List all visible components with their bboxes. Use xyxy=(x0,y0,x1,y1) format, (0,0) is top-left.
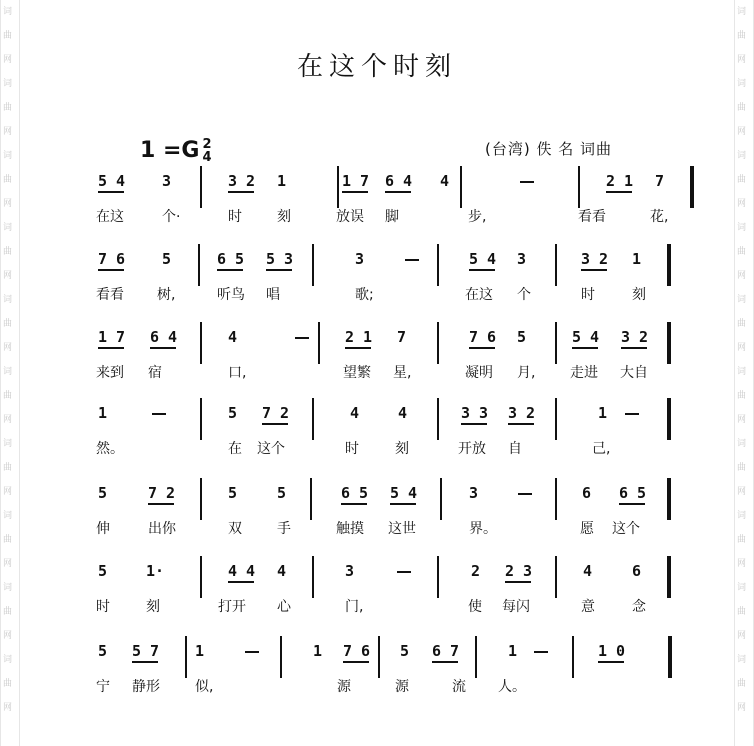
note-group: 3 xyxy=(162,172,172,190)
lyric-syllable: 伸 xyxy=(96,521,110,537)
watermark-glyph: 曲 xyxy=(737,679,747,689)
key-label: 1 =G xyxy=(140,138,200,163)
barline xyxy=(555,322,557,364)
watermark-glyph: 曲 xyxy=(3,463,13,473)
final-barline xyxy=(667,244,671,286)
watermark-glyph: 网 xyxy=(3,127,13,137)
lyric-syllable: 意 xyxy=(581,599,595,615)
watermark-glyph: 词 xyxy=(3,511,13,521)
lyric-syllable: 放误 xyxy=(336,209,364,225)
watermark-glyph: 词 xyxy=(3,295,13,305)
barline xyxy=(280,636,282,678)
beam-underline xyxy=(132,661,158,663)
score-row xyxy=(0,562,754,622)
lyric-syllable: 在这 xyxy=(96,209,124,225)
note-group: 7 xyxy=(397,328,407,346)
lyric-syllable: 心 xyxy=(277,599,291,615)
lyric-syllable: 似, xyxy=(195,679,214,695)
lyric-syllable: 宿 xyxy=(148,365,162,381)
lyric-syllable: 门, xyxy=(345,599,364,615)
sustain-dash xyxy=(625,413,639,415)
note-group: 4 xyxy=(440,172,450,190)
barline xyxy=(555,398,557,440)
note-group: 5 xyxy=(277,484,287,502)
note-group: 4 xyxy=(350,404,360,422)
watermark-glyph: 网 xyxy=(737,559,747,569)
note-group: 6 5 xyxy=(619,484,647,502)
note-group: 3 xyxy=(517,250,527,268)
note-group: 7 xyxy=(655,172,665,190)
note-group: 5 xyxy=(228,484,238,502)
watermark-glyph: 词 xyxy=(737,583,747,593)
lyric-syllable: 时 xyxy=(581,287,595,303)
watermark-glyph: 曲 xyxy=(737,535,747,545)
score-row xyxy=(0,642,754,702)
note-group: 6 7 xyxy=(432,642,460,660)
lyric-syllable: 歌; xyxy=(355,287,374,303)
lyric-syllable: 大自 xyxy=(620,365,648,381)
watermark-glyph: 词 xyxy=(3,583,13,593)
lyric-syllable: 刻 xyxy=(277,209,291,225)
watermark-glyph: 词 xyxy=(3,151,13,161)
sustain-dash xyxy=(405,259,419,261)
watermark-glyph: 网 xyxy=(3,631,13,641)
watermark-glyph: 曲 xyxy=(3,679,13,689)
beam-underline xyxy=(385,191,411,193)
lyric-syllable: 听鸟 xyxy=(217,287,245,303)
lyric-syllable: 花, xyxy=(650,209,669,225)
note-group: 1· xyxy=(146,562,165,580)
lyric-syllable: 口, xyxy=(228,365,247,381)
score-row xyxy=(0,484,754,544)
beam-underline xyxy=(432,661,458,663)
barline xyxy=(572,636,574,678)
note-group: 2 xyxy=(471,562,481,580)
watermark-glyph: 曲 xyxy=(737,103,747,113)
watermark-glyph: 词 xyxy=(737,655,747,665)
note-group: 5 7 xyxy=(132,642,160,660)
beam-underline xyxy=(390,503,416,505)
lyric-syllable: 打开 xyxy=(218,599,246,615)
beam-underline xyxy=(98,269,124,271)
lyric-syllable: 自 xyxy=(508,441,522,457)
note-group: 1 xyxy=(508,642,518,660)
lyric-syllable: 这世 xyxy=(388,521,416,537)
note-group: 3 xyxy=(469,484,479,502)
lyric-syllable: 开放 xyxy=(458,441,486,457)
barline xyxy=(437,244,439,286)
beam-underline xyxy=(148,503,174,505)
note-group: 6 5 xyxy=(217,250,245,268)
lyric-syllable: 月, xyxy=(517,365,536,381)
watermark-glyph: 网 xyxy=(737,487,747,497)
final-barline xyxy=(668,636,672,678)
lyric-syllable: 走进 xyxy=(570,365,598,381)
lyric-syllable: 人。 xyxy=(498,679,526,695)
note-group: 1 xyxy=(98,404,108,422)
note-group: 5 3 xyxy=(266,250,294,268)
lyric-syllable: 流 xyxy=(452,679,466,695)
note-group: 6 xyxy=(582,484,592,502)
final-barline xyxy=(667,478,671,520)
watermark-glyph: 网 xyxy=(737,415,747,425)
beam-underline xyxy=(621,347,647,349)
lyric-syllable: 己, xyxy=(592,441,611,457)
lyric-syllable: 这个 xyxy=(612,521,640,537)
note-group: 4 4 xyxy=(228,562,256,580)
note-group: 2 1 xyxy=(606,172,634,190)
note-group: 7 6 xyxy=(469,328,497,346)
lyric-syllable: 念 xyxy=(632,599,646,615)
watermark-glyph: 词 xyxy=(737,295,747,305)
watermark-glyph: 词 xyxy=(737,7,747,17)
note-group: 2 3 xyxy=(505,562,533,580)
watermark-glyph: 网 xyxy=(737,631,747,641)
beam-underline xyxy=(228,191,254,193)
watermark-glyph: 网 xyxy=(3,703,13,713)
watermark-glyph: 词 xyxy=(737,439,747,449)
lyric-syllable: 时 xyxy=(96,599,110,615)
watermark-glyph: 词 xyxy=(3,439,13,449)
note-group: 3 3 xyxy=(461,404,489,422)
note-group: 7 6 xyxy=(98,250,126,268)
beam-underline xyxy=(343,661,369,663)
beam-underline xyxy=(98,191,124,193)
beam-underline xyxy=(98,347,124,349)
beam-underline xyxy=(606,191,632,193)
lyric-syllable: 源 xyxy=(337,679,351,695)
score-row xyxy=(0,404,754,464)
watermark-glyph: 网 xyxy=(3,487,13,497)
note-group: 1 xyxy=(313,642,323,660)
note-group: 1 xyxy=(277,172,287,190)
watermark-glyph: 曲 xyxy=(3,535,13,545)
watermark-glyph: 曲 xyxy=(737,607,747,617)
note-group: 3 2 xyxy=(621,328,649,346)
watermark-glyph: 曲 xyxy=(3,247,13,257)
note-group: 5 xyxy=(98,562,108,580)
note-group: 6 xyxy=(632,562,642,580)
watermark-glyph: 网 xyxy=(737,55,747,65)
beam-underline xyxy=(461,423,487,425)
barline xyxy=(578,166,580,208)
watermark-glyph: 曲 xyxy=(737,463,747,473)
watermark-glyph: 网 xyxy=(3,343,13,353)
watermark-glyph: 词 xyxy=(3,367,13,377)
note-group: 6 4 xyxy=(385,172,413,190)
note-group: 5 xyxy=(162,250,172,268)
watermark-glyph: 曲 xyxy=(3,175,13,185)
score-row xyxy=(0,172,754,232)
watermark-glyph: 曲 xyxy=(3,391,13,401)
barline xyxy=(200,398,202,440)
watermark-glyph: 网 xyxy=(3,55,13,65)
lyric-syllable: 唱 xyxy=(266,287,280,303)
lyric-syllable: 看看 xyxy=(578,209,606,225)
beam-underline xyxy=(217,269,243,271)
beam-underline xyxy=(228,581,254,583)
lyric-syllable: 源 xyxy=(395,679,409,695)
watermark-glyph: 词 xyxy=(3,655,13,665)
note-group: 5 4 xyxy=(572,328,600,346)
lyric-syllable: 静形 xyxy=(132,679,160,695)
time-sig-numerator: 2 xyxy=(202,137,212,152)
note-group: 4 xyxy=(583,562,593,580)
watermark-glyph: 曲 xyxy=(737,31,747,41)
barline xyxy=(555,556,557,598)
beam-underline xyxy=(469,269,495,271)
watermark-glyph: 网 xyxy=(3,415,13,425)
note-group: 3 xyxy=(355,250,365,268)
beam-underline xyxy=(341,503,367,505)
watermark-glyph: 网 xyxy=(737,271,747,281)
note-group: 4 xyxy=(277,562,287,580)
lyric-syllable: 凝明 xyxy=(465,365,493,381)
barline xyxy=(185,636,187,678)
barline xyxy=(200,478,202,520)
sustain-dash xyxy=(152,413,166,415)
barline xyxy=(337,166,339,208)
lyric-syllable: 出你 xyxy=(148,521,176,537)
lyric-syllable: 星, xyxy=(393,365,412,381)
sustain-dash xyxy=(534,651,548,653)
lyric-syllable: 使 xyxy=(468,599,482,615)
note-group: 5 xyxy=(228,404,238,422)
watermark-glyph: 曲 xyxy=(3,103,13,113)
note-group: 2 1 xyxy=(345,328,373,346)
key-signature xyxy=(140,138,212,164)
score-row xyxy=(0,328,754,388)
note-group: 1 xyxy=(195,642,205,660)
barline xyxy=(440,478,442,520)
lyric-syllable: 来到 xyxy=(96,365,124,381)
barline xyxy=(200,166,202,208)
barline xyxy=(555,244,557,286)
lyric-syllable: 时 xyxy=(345,441,359,457)
watermark-glyph: 网 xyxy=(737,703,747,713)
barline xyxy=(198,244,200,286)
credit-line: (台湾) 佚 名 词曲 xyxy=(485,140,613,158)
time-sig-denominator: 4 xyxy=(202,150,212,165)
final-barline xyxy=(667,556,671,598)
note-group: 7 2 xyxy=(262,404,290,422)
barline xyxy=(378,636,380,678)
beam-underline xyxy=(262,423,288,425)
watermark-glyph: 网 xyxy=(3,559,13,569)
watermark-glyph: 网 xyxy=(737,343,747,353)
sustain-dash xyxy=(520,181,534,183)
beam-underline xyxy=(342,191,368,193)
beam-underline xyxy=(505,581,531,583)
lyric-syllable: 愿 xyxy=(580,521,594,537)
beam-underline xyxy=(598,661,624,663)
note-group: 5 xyxy=(98,484,108,502)
beam-underline xyxy=(266,269,292,271)
watermark-glyph: 曲 xyxy=(3,607,13,617)
lyric-syllable: 界。 xyxy=(469,521,497,537)
watermark-glyph: 网 xyxy=(737,127,747,137)
lyric-syllable: 时 xyxy=(228,209,242,225)
lyric-syllable: 宁 xyxy=(96,679,110,695)
watermark-glyph: 曲 xyxy=(737,175,747,185)
note-group: 7 2 xyxy=(148,484,176,502)
watermark-glyph: 词 xyxy=(737,511,747,521)
note-group: 1 xyxy=(632,250,642,268)
note-group: 5 xyxy=(517,328,527,346)
barline xyxy=(312,556,314,598)
barline xyxy=(200,322,202,364)
beam-underline xyxy=(469,347,495,349)
lyric-syllable: 脚 xyxy=(385,209,399,225)
barline xyxy=(437,398,439,440)
lyric-syllable: 个 xyxy=(517,287,531,303)
note-group: 7 6 xyxy=(343,642,371,660)
note-group: 4 xyxy=(398,404,408,422)
barline xyxy=(437,322,439,364)
lyric-syllable: 然。 xyxy=(96,441,124,457)
final-barline xyxy=(667,322,671,364)
watermark-glyph: 曲 xyxy=(3,31,13,41)
barline xyxy=(312,398,314,440)
watermark-glyph: 词 xyxy=(3,79,13,89)
lyric-syllable: 每闪 xyxy=(502,599,530,615)
beam-underline xyxy=(572,347,598,349)
watermark-glyph: 词 xyxy=(737,151,747,161)
note-group: 3 xyxy=(345,562,355,580)
lyric-syllable: 双 xyxy=(228,521,242,537)
beam-underline xyxy=(619,503,645,505)
lyric-syllable: 触摸 xyxy=(336,521,364,537)
note-group: 1 xyxy=(598,404,608,422)
lyric-syllable: 望繁 xyxy=(343,365,371,381)
beam-underline xyxy=(581,269,607,271)
barline xyxy=(555,478,557,520)
barline xyxy=(312,244,314,286)
barline xyxy=(437,556,439,598)
note-group: 3 2 xyxy=(228,172,256,190)
beam-underline xyxy=(150,347,176,349)
note-group: 1 0 xyxy=(598,642,626,660)
watermark-glyph: 词 xyxy=(737,79,747,89)
note-group: 1 7 xyxy=(98,328,126,346)
note-group: 5 xyxy=(400,642,410,660)
watermark-glyph: 曲 xyxy=(3,319,13,329)
note-group: 3 2 xyxy=(508,404,536,422)
watermark-glyph: 词 xyxy=(737,223,747,233)
lyric-syllable: 步, xyxy=(468,209,487,225)
note-group: 1 7 xyxy=(342,172,370,190)
lyric-syllable: 刻 xyxy=(632,287,646,303)
note-group: 5 4 xyxy=(390,484,418,502)
watermark-glyph: 词 xyxy=(3,223,13,233)
watermark-glyph: 曲 xyxy=(737,247,747,257)
lyric-syllable: 在 xyxy=(228,441,242,457)
watermark-glyph: 网 xyxy=(737,199,747,209)
lyric-syllable: 这个 xyxy=(257,441,285,457)
lyric-syllable: 刻 xyxy=(146,599,160,615)
lyric-syllable: 看看 xyxy=(96,287,124,303)
lyric-syllable: 手 xyxy=(277,521,291,537)
barline xyxy=(475,636,477,678)
sustain-dash xyxy=(518,493,532,495)
note-group: 5 4 xyxy=(98,172,126,190)
final-barline xyxy=(690,166,694,208)
lyric-syllable: 在这 xyxy=(465,287,493,303)
note-group: 4 xyxy=(228,328,238,346)
watermark-glyph: 曲 xyxy=(737,319,747,329)
barline xyxy=(310,478,312,520)
time-signature xyxy=(202,138,211,164)
note-group: 6 5 xyxy=(341,484,369,502)
watermark-glyph: 曲 xyxy=(737,391,747,401)
watermark-glyph: 词 xyxy=(3,7,13,17)
note-group: 5 xyxy=(98,642,108,660)
barline xyxy=(460,166,462,208)
lyric-syllable: 刻 xyxy=(395,441,409,457)
watermark-glyph: 网 xyxy=(3,271,13,281)
barline xyxy=(200,556,202,598)
score-row xyxy=(0,250,754,310)
note-group: 3 2 xyxy=(581,250,609,268)
lyric-syllable: 个· xyxy=(162,209,181,225)
beam-underline xyxy=(508,423,534,425)
note-group: 5 4 xyxy=(469,250,497,268)
song-title: 在这个时刻 xyxy=(296,52,457,82)
lyric-syllable: 树, xyxy=(157,287,176,303)
watermark-glyph: 网 xyxy=(3,199,13,209)
sustain-dash xyxy=(245,651,259,653)
note-group: 6 4 xyxy=(150,328,178,346)
final-barline xyxy=(667,398,671,440)
barline xyxy=(318,322,320,364)
watermark-glyph: 词 xyxy=(737,367,747,377)
sustain-dash xyxy=(397,571,411,573)
sustain-dash xyxy=(295,337,309,339)
beam-underline xyxy=(345,347,371,349)
